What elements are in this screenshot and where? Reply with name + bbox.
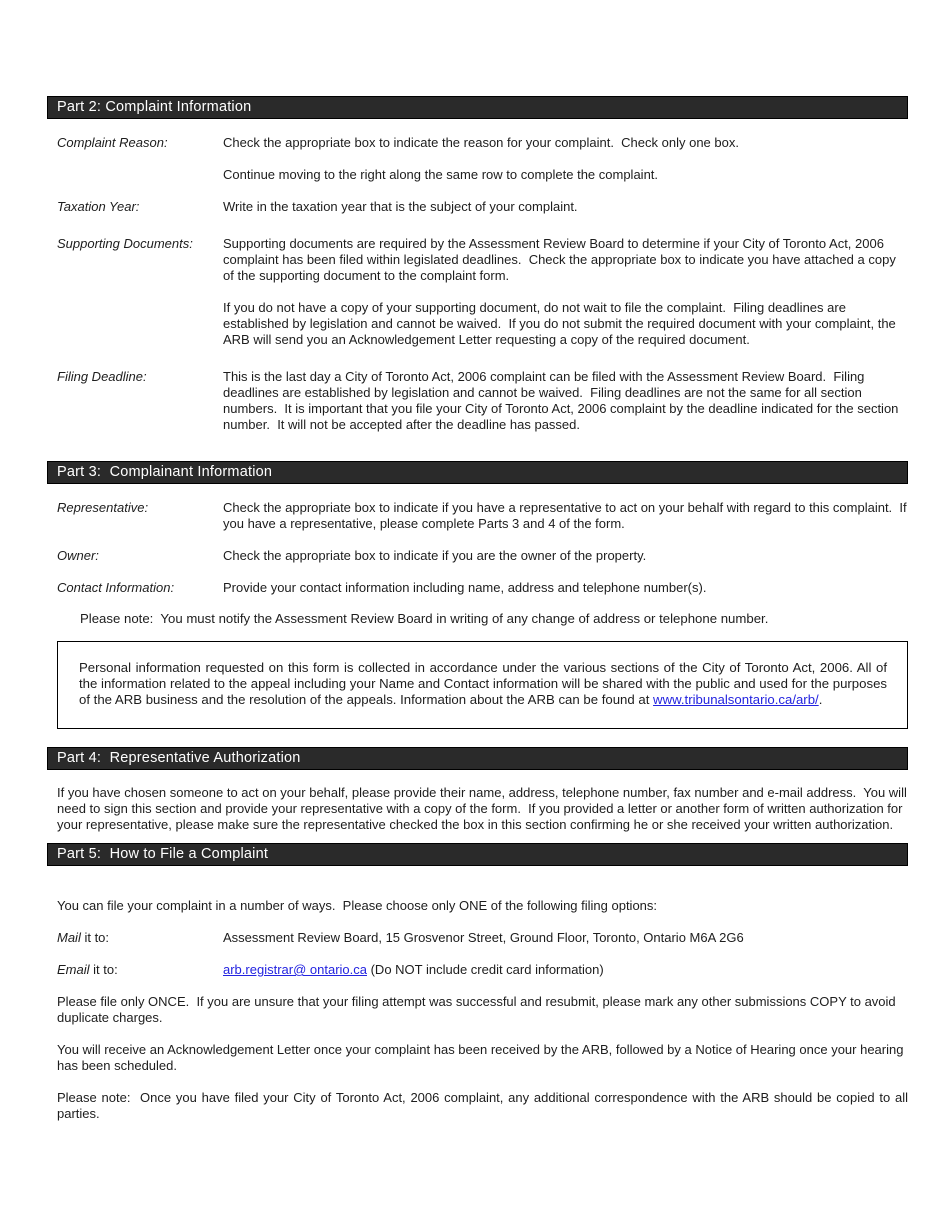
taxation-year-label: Taxation Year: [57,199,140,214]
contact-information-label: Contact Information: [57,580,175,595]
representative-description [223,500,911,532]
contact-information-description [223,580,908,596]
filing-options-intro: You can file your complaint in a number of ways. Please choose only ONE of the following filing options: [57,898,658,913]
supporting-documents-row [47,236,908,348]
supporting-documents-label: Supporting Documents: [57,236,193,251]
part4-section-header [47,747,908,770]
part4-header-label: Part 4: Representative Authorization [57,750,301,766]
correspondence-note-paragraph: Please note: Once you have filed your City of Toronto Act, 2006 complaint, any additional correspondence with the ARB should be copied to all parties. [57,1090,912,1121]
filing-deadline-label: Filing Deadline: [57,369,147,384]
email-option-row [47,962,908,978]
mail-option-label: Mail it to: [57,930,110,945]
supporting-documents-paragraph-2: If you do not have a copy of your supporting document, do not wait to file the complaint. Filing deadlines are established by legislation and cannot be waived. If you do not submit the required document with your complaint, the ARB will send you an Acknowledgement Letter requesting a copy of the required document. [223,300,899,347]
owner-label: Owner: [57,548,99,563]
owner-paragraph: Check the appropriate box to indicate if you are the owner of the property. [223,548,647,563]
email-option-description [223,962,908,978]
representative-row [47,500,911,532]
part3-section-header [47,461,908,484]
mail-option-description [223,930,908,946]
contact-information-paragraph: Provide your contact information including name, address and telephone number(s). [223,580,707,595]
email-option-label: Email it to: [57,962,118,977]
taxation-year-row [47,199,908,215]
filing-deadline-row [47,369,908,433]
part2-header-label: Part 2: Complaint Information [57,99,252,115]
representative-label: Representative: [57,500,149,515]
privacy-notice-text [79,660,891,708]
email-warning-text: (Do NOT include credit card information) [366,962,604,977]
privacy-notice-box [57,641,908,729]
privacy-notice-text-before: Personal information requested on this form is collected in accordance under the various sections of the City of Toronto Act, 2006. All of the information related to the appeal including your Name and Contact information will be shared with the public and used for the purposes of the ARB business and the resolution of the appeals. Information about the ARB can be found at [79,660,891,707]
mail-address: Assessment Review Board, 15 Grosvenor Street, Ground Floor, Toronto, Ontario M6A 2G6 [223,930,744,945]
acknowledgement-paragraph: You will receive an Acknowledgement Letter once your complaint has been received by the ARB, followed by a Notice of Hearing once your hearing has been scheduled. [57,1042,908,1073]
email-line [223,962,908,978]
part5-section-header [47,843,908,866]
complaint-reason-label: Complaint Reason: [57,135,168,150]
owner-row [47,548,908,564]
address-change-note: Please note: You must notify the Assessment Review Board in writing of any change of address or telephone number. [80,611,769,626]
complaint-reason-paragraph-2: Continue moving to the right along the same row to complete the complaint. [223,167,659,182]
mail-option-row [47,930,908,946]
representative-authorization-paragraph: If you have chosen someone to act on your behalf, please provide their name, address, telephone number, fax number and e-mail address. You will need to sign this section and provide your representative with a copy of the form. If you provided a letter or another form of written authorization for your representative, please make sure the representative checked the box in this section confirming he or she received your written authorization. [57,785,911,832]
taxation-year-description [223,199,908,215]
complaint-reason-row [47,135,908,183]
file-once-paragraph: Please file only ONCE. If you are unsure that your filing attempt was successful and resubmit, please mark any other submissions COPY to avoid duplicate charges. [57,994,900,1025]
owner-description [223,548,908,564]
privacy-notice-text-after: . [818,692,823,707]
supporting-documents-description [223,236,908,348]
part5-header-label: Part 5: How to File a Complaint [57,846,269,862]
part3-header-label: Part 3: Complainant Information [57,464,273,480]
arb-website-link[interactable]: www.tribunalsontario.ca/arb/ [653,692,819,707]
email-link[interactable]: arb.registrar@ ontario.ca [223,962,367,977]
part2-section-header [47,96,908,119]
contact-information-row [47,580,908,596]
complaint-reason-paragraph-1: Check the appropriate box to indicate the reason for your complaint. Check only one box. [223,135,739,150]
representative-paragraph: Check the appropriate box to indicate if you have a representative to act on your behalf with regard to this complaint. If you have a representative, please complete Parts 3 and 4 of the form. [223,500,911,531]
taxation-year-paragraph: Write in the taxation year that is the subject of your complaint. [223,199,578,214]
complaint-reason-description [223,135,908,183]
supporting-documents-paragraph-1: Supporting documents are required by the Assessment Review Board to determine if your City of Toronto Act, 2006 complaint has been filed within legislated deadlines. Check the appropriate box to indicate you have attached a copy of the supporting document to the complaint form. [223,236,900,283]
form-instructions-page [47,96,912,1122]
filing-deadline-paragraph: This is the last day a City of Toronto Act, 2006 complaint can be filed with the Assessment Review Board. Filing deadlines are established by legislation and cannot be waived. Filing deadlines are not the same for all section numbers. It is important that you file your City of Toronto Act, 2006 complaint by the deadline indicated for the section number. It will not be accepted after the deadline has passed. [223,369,903,432]
filing-deadline-description [223,369,908,433]
